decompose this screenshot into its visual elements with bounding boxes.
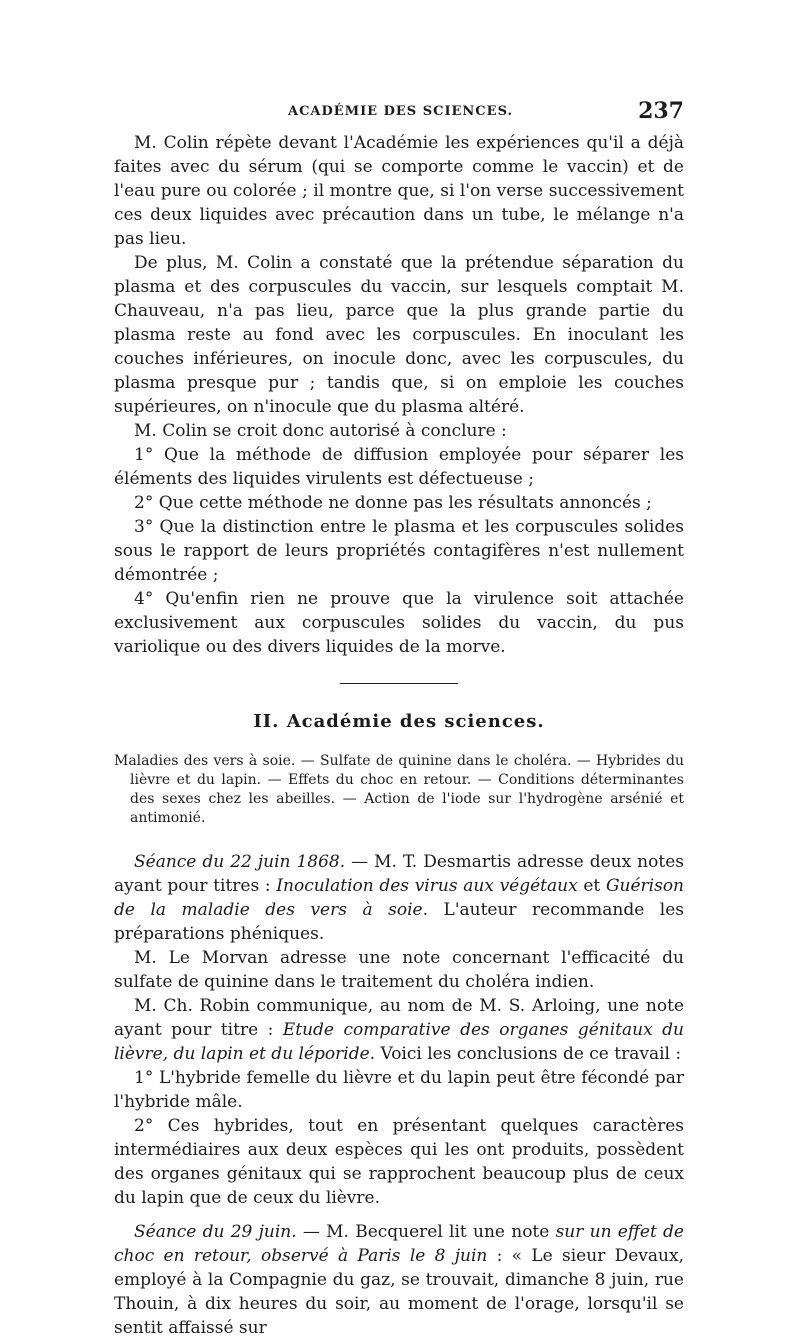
text-run: : « Le sieur Devaux, employé à la Compagnie du gaz, se trouvait, dimanche 8 juin, rue Thouin, à dix heures du soir, au moment de l'orage, lorsqu'il se sentit affaissé sur [114, 1246, 684, 1338]
page-number: 237 [638, 98, 684, 124]
text-run: M. Ch. Robin communique, au nom de M. S. Arloing, une note ayant pour titre : [114, 996, 684, 1040]
text-run: — M. Becquerel lit une note [296, 1222, 556, 1242]
conclusion-item: 2° Que cette méthode ne donne pas les résultats annoncés ; [134, 493, 652, 513]
text-run: — M. T. Desmartis adresse deux notes ayant pour titres : [114, 852, 684, 896]
conclusion-item: 4° Qu'enfin rien ne prouve que la virulence soit attachée exclusivement aux corpuscules solides du vaccin, du pus variolique ou des divers liquides de la morve. [114, 589, 684, 657]
conclusion-item: 1° L'hybride femelle du lièvre et du lapin peut être fécondé par l'hybride mâle. [114, 1068, 684, 1112]
paragraph [114, 994, 684, 1066]
paragraph: De plus, M. Colin a constaté que la prétendue séparation du plasma et des corpuscules du vaccin, sur lesquels comptait M. Chauveau, n'a pas lieu, parce que la plus grande partie du plasma reste au fond avec les corpuscules. En inoculant les couches inférieures, on inocule donc, avec les corpuscules, du plasma presque pur ; tandis que, si on emploie les couches supérieures, on n'inocule que du plasma altéré. [114, 253, 684, 417]
section-title: II. Académie des sciences. [253, 711, 545, 732]
conclusion-item: 1° Que la méthode de diffusion employée pour séparer les éléments des liquides virulents est défectueuse ; [114, 445, 684, 489]
paragraph [114, 1220, 684, 1340]
work-title: Inoculation des virus aux végétaux [276, 876, 578, 896]
paragraph: M. Colin répète devant l'Académie les expériences qu'il a déjà faites avec du sérum (qui se comporte comme le vaccin) et de l'eau pure ou colorée ; il montre que, si l'on verse successivement ces deux liquides avec précaution dans un tube, le mélange n'a pas lieu. [114, 133, 684, 249]
paragraph: M. Le Morvan adresse une note concernant l'efficacité du sulfate de quinine dans le traitement du choléra indien. [114, 948, 684, 992]
conclusion-item: 3° Que la distinction entre le plasma et les corpuscules solides sous le rapport de leurs propriétés contagifères n'est nullement démontrée ; [114, 517, 684, 585]
conclusion-item: 2° Ces hybrides, tout en présentant quelques caractères intermédiaires aux deux espèces qui les ont produits, possèdent des organes génitaux qui se rapprochent beaucoup plus de ceux du lapin que de ceux du lièvre. [114, 1116, 684, 1208]
running-head: ACADÉMIE DES SCIENCES. [288, 104, 514, 119]
page-header [114, 98, 684, 126]
work-title: Guérison de la maladie des vers à soie [114, 876, 684, 920]
work-title: Etude comparative des organes génitaux du lièvre, du lapin et du léporide [114, 1020, 685, 1064]
work-title: sur un effet de choc en retour, observé à Paris le 8 juin [114, 1222, 684, 1266]
session-date: Séance du 22 juin 1868. [134, 852, 346, 872]
section-summary: Maladies des vers à soie. — Sulfate de quinine dans le choléra. — Hybrides du lièvre et du lapin. — Effets du choc en retour. — Conditions déterminantes des sexes chez les abeilles. — Action de l'iode sur l'hydrogène arsénié et antimonié. [114, 753, 684, 826]
section-divider [340, 683, 458, 684]
paragraph: M. Colin se croit donc autorisé à conclure : [134, 421, 507, 441]
session-date: Séance du 29 juin. [134, 1222, 297, 1242]
text-run: . Voici les conclusions de ce travail : [369, 1044, 682, 1064]
page-body [114, 131, 684, 1340]
paragraph [114, 850, 684, 946]
text-run: et [577, 876, 606, 896]
text-run: . L'auteur recommande les préparations phéniques. [114, 900, 685, 944]
